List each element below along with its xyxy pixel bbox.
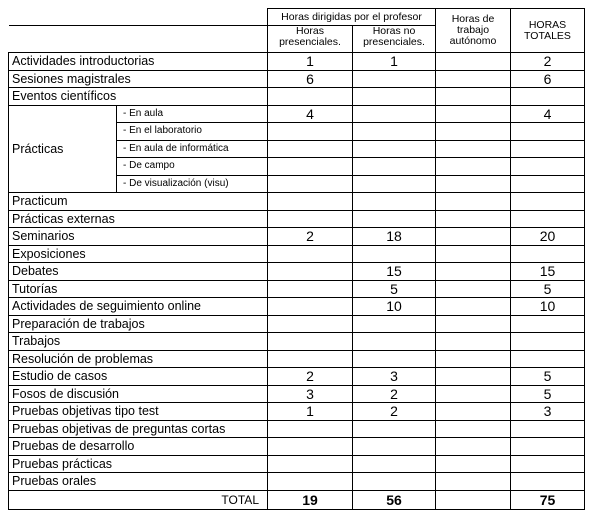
hours-presenciales-cell xyxy=(268,158,353,176)
header-row-1 xyxy=(9,9,585,26)
hours-totales-cell xyxy=(511,315,585,333)
table-row xyxy=(9,385,585,403)
hours-presenciales-cell xyxy=(268,123,353,141)
hours-totales-cell xyxy=(511,175,585,193)
hours-totales-cell: 6 xyxy=(511,70,585,88)
table-row xyxy=(9,350,585,368)
hours-autonomo-cell xyxy=(436,53,511,71)
hours-no-presenciales-cell xyxy=(353,88,436,106)
total-autonomo-cell xyxy=(436,490,511,509)
hours-autonomo-cell xyxy=(436,158,511,176)
hours-totales-cell: 5 xyxy=(511,368,585,386)
hours-no-presenciales-cell xyxy=(353,455,436,473)
header-blank-cell-2 xyxy=(9,26,268,53)
table-row xyxy=(9,210,585,228)
hours-no-presenciales-cell xyxy=(353,175,436,193)
hours-autonomo-cell xyxy=(436,263,511,281)
table-row xyxy=(9,455,585,473)
hours-totales-cell xyxy=(511,123,585,141)
hours-presenciales-cell: 4 xyxy=(268,105,353,123)
hours-autonomo-cell xyxy=(436,228,511,246)
activity-label: Estudio de casos xyxy=(9,368,268,386)
activity-label: Trabajos xyxy=(9,333,268,351)
activity-label: Actividades de seguimiento online xyxy=(9,298,268,316)
hours-presenciales-cell xyxy=(268,245,353,263)
hours-autonomo-cell xyxy=(436,350,511,368)
hours-totales-cell xyxy=(511,333,585,351)
hours-no-presenciales-cell xyxy=(353,123,436,141)
hours-autonomo-cell xyxy=(436,140,511,158)
activity-label: Pruebas objetivas tipo test xyxy=(9,403,268,421)
hours-totales-cell: 4 xyxy=(511,105,585,123)
activity-label: Actividades introductorias xyxy=(9,53,268,71)
hours-presenciales-cell: 2 xyxy=(268,228,353,246)
hours-no-presenciales-cell: 10 xyxy=(353,298,436,316)
header-group-label: Horas dirigidas por el profesor xyxy=(268,9,436,26)
practicas-label: Prácticas xyxy=(9,105,117,193)
table-row xyxy=(9,403,585,421)
hours-no-presenciales-cell xyxy=(353,438,436,456)
hours-totales-cell xyxy=(511,193,585,211)
hours-presenciales-cell xyxy=(268,175,353,193)
table-row xyxy=(9,333,585,351)
hours-no-presenciales-cell xyxy=(353,210,436,228)
practicas-subrow-label: - De visualización (visu) xyxy=(117,175,268,193)
hours-no-presenciales-cell xyxy=(353,105,436,123)
hours-totales-cell: 5 xyxy=(511,280,585,298)
header-totales: HORAS TOTALES xyxy=(511,9,585,53)
total-label: TOTAL xyxy=(9,490,268,509)
activity-label: Tutorías xyxy=(9,280,268,298)
table-row xyxy=(9,193,585,211)
hours-presenciales-cell: 1 xyxy=(268,53,353,71)
hours-autonomo-cell xyxy=(436,420,511,438)
hours-presenciales-cell xyxy=(268,210,353,228)
hours-presenciales-cell xyxy=(268,473,353,491)
hours-presenciales-cell: 6 xyxy=(268,70,353,88)
hours-totales-cell xyxy=(511,158,585,176)
hours-autonomo-cell xyxy=(436,70,511,88)
hours-no-presenciales-cell xyxy=(353,158,436,176)
hours-totales-cell xyxy=(511,473,585,491)
hours-no-presenciales-cell xyxy=(353,333,436,351)
hours-autonomo-cell xyxy=(436,438,511,456)
hours-totales-cell xyxy=(511,88,585,106)
hours-presenciales-cell xyxy=(268,298,353,316)
activity-label: Eventos científicos xyxy=(9,88,268,106)
hours-no-presenciales-cell xyxy=(353,315,436,333)
hours-presenciales-cell xyxy=(268,280,353,298)
activity-label: Debates xyxy=(9,263,268,281)
total-no-presenciales-cell: 56 xyxy=(353,490,436,509)
hours-autonomo-cell xyxy=(436,333,511,351)
hours-totales-cell: 10 xyxy=(511,298,585,316)
activity-label: Exposiciones xyxy=(9,245,268,263)
hours-presenciales-cell: 1 xyxy=(268,403,353,421)
hours-presenciales-cell xyxy=(268,140,353,158)
table-row xyxy=(9,88,585,106)
practicas-subrow-label: - De campo xyxy=(117,158,268,176)
header-presenciales: Horas presenciales. xyxy=(268,26,353,53)
hours-totales-cell xyxy=(511,438,585,456)
hours-totales-cell xyxy=(511,420,585,438)
hours-autonomo-cell xyxy=(436,123,511,141)
activity-label: Sesiones magistrales xyxy=(9,70,268,88)
hours-no-presenciales-cell: 5 xyxy=(353,280,436,298)
hours-totales-cell: 3 xyxy=(511,403,585,421)
practicas-subrow-label: - En aula xyxy=(117,105,268,123)
hours-no-presenciales-cell xyxy=(353,350,436,368)
hours-no-presenciales-cell: 2 xyxy=(353,385,436,403)
hours-autonomo-cell xyxy=(436,385,511,403)
header-blank-cell xyxy=(9,9,268,26)
activity-label: Pruebas de desarrollo xyxy=(9,438,268,456)
table-row xyxy=(9,245,585,263)
hours-presenciales-cell xyxy=(268,315,353,333)
hours-presenciales-cell xyxy=(268,333,353,351)
total-totales-cell: 75 xyxy=(511,490,585,509)
hours-autonomo-cell xyxy=(436,193,511,211)
activity-label: Seminarios xyxy=(9,228,268,246)
hours-presenciales-cell xyxy=(268,193,353,211)
hours-table xyxy=(8,8,585,510)
hours-no-presenciales-cell: 2 xyxy=(353,403,436,421)
header-no-presenciales: Horas no presenciales. xyxy=(353,26,436,53)
hours-no-presenciales-cell xyxy=(353,193,436,211)
hours-totales-cell: 15 xyxy=(511,263,585,281)
header-autonomo: Horas de trabajo autónomo xyxy=(436,9,511,53)
hours-totales-cell xyxy=(511,245,585,263)
hours-totales-cell: 2 xyxy=(511,53,585,71)
hours-no-presenciales-cell xyxy=(353,420,436,438)
total-presenciales-cell: 19 xyxy=(268,490,353,509)
hours-autonomo-cell xyxy=(436,175,511,193)
table-row xyxy=(9,105,585,123)
table-row xyxy=(9,280,585,298)
hours-no-presenciales-cell xyxy=(353,245,436,263)
hours-autonomo-cell xyxy=(436,455,511,473)
practicas-subrow-label: - En el laboratorio xyxy=(117,123,268,141)
table-row xyxy=(9,315,585,333)
activity-label: Preparación de trabajos xyxy=(9,315,268,333)
hours-presenciales-cell xyxy=(268,438,353,456)
hours-autonomo-cell xyxy=(436,105,511,123)
table-row xyxy=(9,263,585,281)
hours-totales-cell xyxy=(511,140,585,158)
practicas-subrow-label: - En aula de informática xyxy=(117,140,268,158)
table-row xyxy=(9,473,585,491)
activity-label: Pruebas objetivas de preguntas cortas xyxy=(9,420,268,438)
hours-no-presenciales-cell: 1 xyxy=(353,53,436,71)
hours-autonomo-cell xyxy=(436,245,511,263)
hours-table-page xyxy=(8,8,585,510)
hours-autonomo-cell xyxy=(436,210,511,228)
hours-presenciales-cell xyxy=(268,350,353,368)
hours-no-presenciales-cell xyxy=(353,70,436,88)
hours-autonomo-cell xyxy=(436,403,511,421)
hours-totales-cell xyxy=(511,210,585,228)
hours-autonomo-cell xyxy=(436,298,511,316)
hours-autonomo-cell xyxy=(436,368,511,386)
hours-autonomo-cell xyxy=(436,315,511,333)
hours-autonomo-cell xyxy=(436,280,511,298)
hours-presenciales-cell xyxy=(268,88,353,106)
hours-totales-cell xyxy=(511,455,585,473)
activity-label: Pruebas orales xyxy=(9,473,268,491)
hours-presenciales-cell: 3 xyxy=(268,385,353,403)
activity-label: Fosos de discusión xyxy=(9,385,268,403)
hours-no-presenciales-cell xyxy=(353,473,436,491)
hours-presenciales-cell xyxy=(268,420,353,438)
activity-label: Practicum xyxy=(9,193,268,211)
hours-presenciales-cell xyxy=(268,455,353,473)
hours-no-presenciales-cell: 3 xyxy=(353,368,436,386)
table-row xyxy=(9,420,585,438)
hours-no-presenciales-cell xyxy=(353,140,436,158)
hours-autonomo-cell xyxy=(436,88,511,106)
hours-totales-cell: 5 xyxy=(511,385,585,403)
table-row xyxy=(9,298,585,316)
hours-no-presenciales-cell: 18 xyxy=(353,228,436,246)
table-row xyxy=(9,438,585,456)
activity-label: Prácticas externas xyxy=(9,210,268,228)
total-row xyxy=(9,490,585,509)
hours-presenciales-cell: 2 xyxy=(268,368,353,386)
activity-label: Pruebas prácticas xyxy=(9,455,268,473)
table-row xyxy=(9,228,585,246)
hours-presenciales-cell xyxy=(268,263,353,281)
activity-label: Resolución de problemas xyxy=(9,350,268,368)
table-row xyxy=(9,368,585,386)
table-row xyxy=(9,53,585,71)
hours-totales-cell: 20 xyxy=(511,228,585,246)
hours-totales-cell xyxy=(511,350,585,368)
hours-autonomo-cell xyxy=(436,473,511,491)
hours-no-presenciales-cell: 15 xyxy=(353,263,436,281)
table-row xyxy=(9,70,585,88)
